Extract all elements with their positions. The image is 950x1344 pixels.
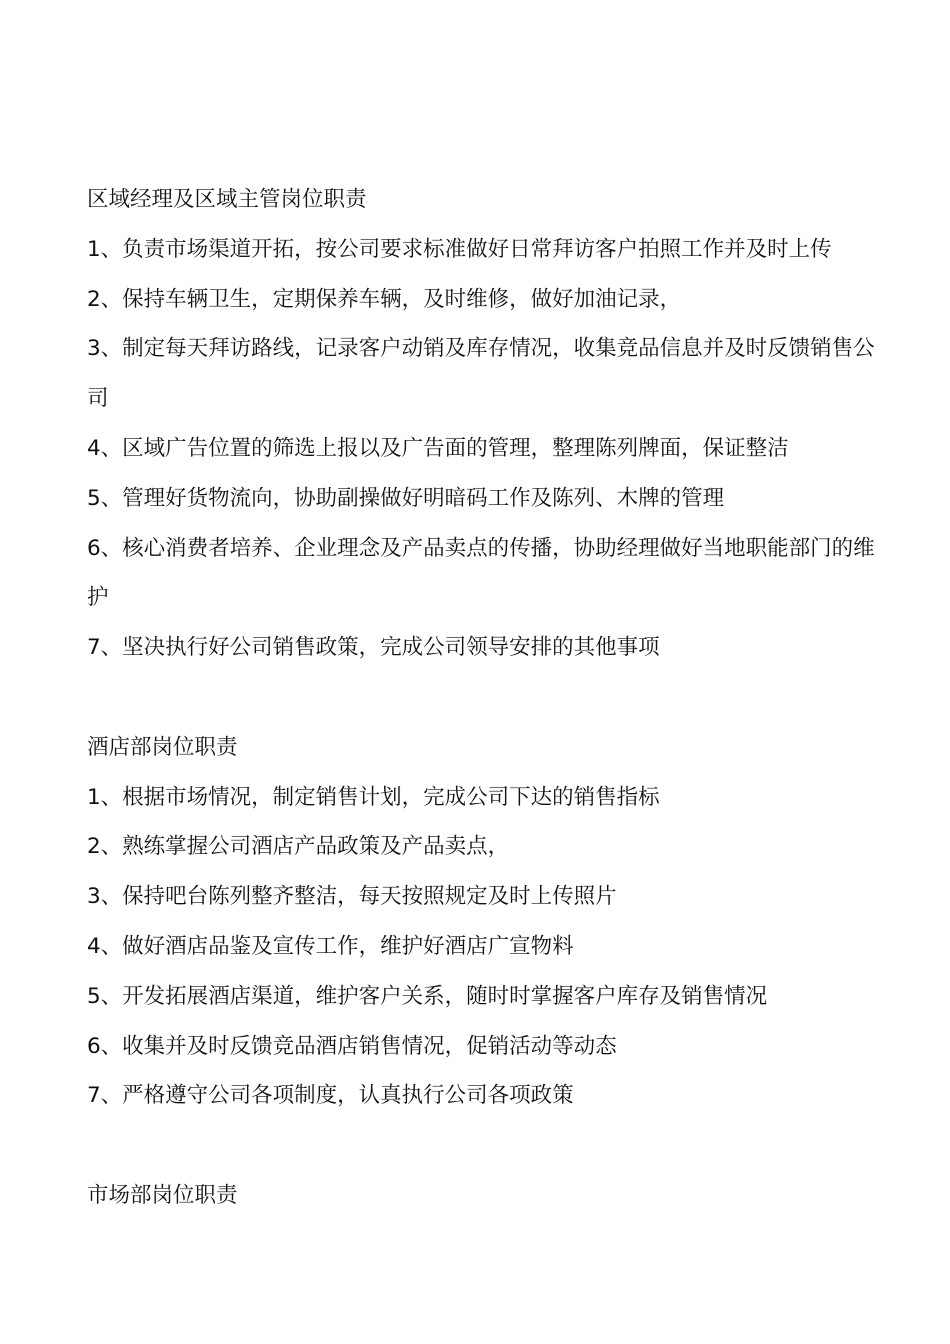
list-item: 3、保持吧台陈列整齐整洁，每天按照规定及时上传照片 bbox=[87, 884, 617, 910]
list-item: 7、严格遵守公司各项制度，认真执行公司各项政策 bbox=[87, 1083, 574, 1109]
document-body bbox=[87, 175, 877, 1221]
list-item: 5、管理好货物流向，协助副操做好明暗码工作及陈列、木牌的管理 bbox=[87, 485, 725, 511]
list-item: 2、保持车辆卫生，定期保养车辆，及时维修，做好加油记录， bbox=[87, 286, 682, 312]
section-title-hotel-dept: 酒店部岗位职责 bbox=[87, 734, 238, 760]
list-item: 4、区域广告位置的筛选上报以及广告面的管理，整理陈列牌面，保证整洁 bbox=[87, 435, 789, 461]
list-item: 7、坚决执行好公司销售政策，完成公司领导安排的其他事项 bbox=[87, 635, 660, 661]
section-title-regional-manager: 区域经理及区域主管岗位职责 bbox=[87, 187, 367, 212]
section-gap bbox=[87, 1121, 877, 1171]
list-item: 2、熟练掌握公司酒店产品政策及产品卖点， bbox=[87, 834, 510, 860]
list-item: 5、开发拓展酒店渠道，维护客户关系，随时时掌握客户库存及销售情况 bbox=[87, 983, 768, 1009]
list-item: 6、收集并及时反馈竞品酒店销售情况，促销活动等动态 bbox=[87, 1033, 617, 1059]
list-item: 3、制定每天拜访路线，记录客户动销及库存情况，收集竞品信息并及时反馈销售公司 bbox=[87, 336, 875, 412]
section-title-marketing-dept: 市场部岗位职责 bbox=[87, 1182, 238, 1208]
list-item: 6、核心消费者培养、企业理念及产品卖点的传播，协助经理做好当地职能部门的维护 bbox=[87, 535, 875, 611]
list-item: 1、根据市场情况，制定销售计划，完成公司下达的销售指标 bbox=[87, 784, 660, 810]
section-gap bbox=[87, 673, 877, 723]
list-item: 4、做好酒店品鉴及宣传工作，维护好酒店广宣物料 bbox=[87, 933, 574, 959]
list-item: 1、负责市场渠道开拓，按公司要求标准做好日常拜访客户拍照工作并及时上传 bbox=[87, 236, 832, 262]
